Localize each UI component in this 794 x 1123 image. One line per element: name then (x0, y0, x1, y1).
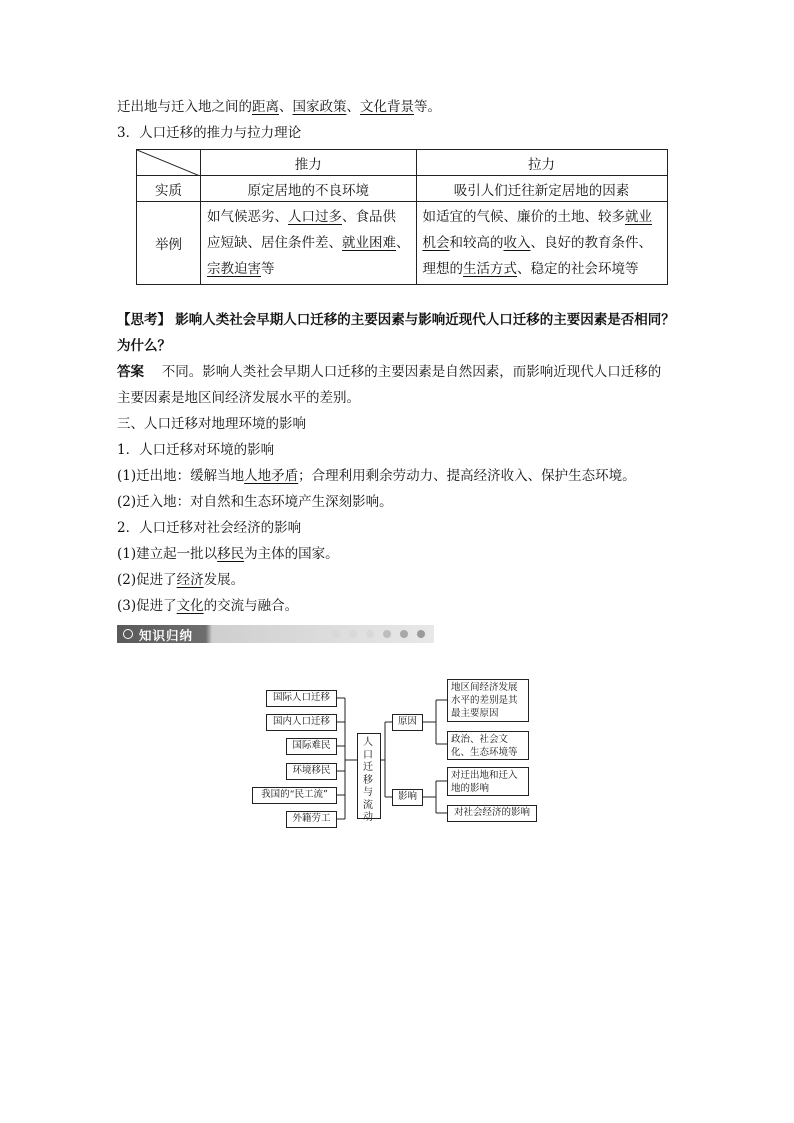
col-header-push: 推力 (201, 150, 417, 176)
mindmap-left-item: 环境移民 (286, 763, 337, 780)
mindmap-left-item: 国际人口迁移 (266, 690, 337, 707)
banner-label: 知识归纳 (139, 628, 194, 643)
intro-suffix: 等。 (414, 99, 441, 115)
soc-title: 2．人口迁移对社会经济的影响 (117, 520, 302, 536)
section-three-title: 三、人口迁移对地理环境的影响 (117, 416, 306, 432)
cell-pull-examples: 如适宜的气候、廉价的土地、较多就业 机会和较高的收入、良好的教育条件、 理想的生活方式、稳定的社会环境等 (416, 202, 667, 285)
mindmap-reason-2: 政治、社会文化、生态环境等 (447, 731, 529, 760)
env-item-2: (2)迁入地：对自然和生态环境产生深刻影响。 (117, 494, 393, 510)
mindmap-effect-1: 对迁出地和迁入地的影响 (447, 767, 529, 796)
mindmap-left-item: 我国的“民工流” (252, 787, 337, 804)
mindmap-left-item: 国内人口迁移 (266, 714, 337, 731)
mindmap-branch-reason: 原因 (392, 714, 423, 731)
col-header-pull: 拉力 (416, 150, 667, 176)
answer-line2: 主要因素是地区间经济发展水平的差别。 (117, 390, 360, 406)
cell-push-examples: 如气候恶劣、人口过多、食品供 应短缺、居住条件差、就业困难、 宗教迫害等 (201, 202, 417, 285)
soc-item-2: (2)促进了经济发展。 (117, 572, 245, 588)
mindmap-effect-2: 对社会经济的影响 (447, 805, 537, 822)
intro-prefix: 迁出地与迁入地之间的 (117, 99, 252, 115)
mindmap-left-item: 国际难民 (286, 738, 337, 755)
cell-pull-essence: 吸引人们迁往新定居地的因素 (416, 176, 667, 202)
mindmap-center-label: 人口迁移与流动 (363, 737, 373, 823)
think-question: 影响人类社会早期人口迁移的主要因素与影响近现代人口迁移的主要因素是否相同？ (175, 312, 675, 328)
env-title: 1．人口迁移对环境的影响 (117, 442, 275, 458)
term-distance: 距离 (252, 99, 279, 115)
term-policy: 国家政策 (292, 99, 347, 115)
soc-item-3: (3)促进了文化的交流与融合。 (117, 598, 299, 614)
row-label-essence: 实质 (137, 176, 201, 202)
cell-push-essence: 原定居地的不良环境 (201, 176, 417, 202)
mindmap-branch-effect: 影响 (392, 789, 423, 806)
answer-label: 答案 (117, 364, 144, 380)
think-question-line2: 为什么？ (117, 338, 171, 354)
section-3-title: 3．人口迁移的推力与拉力理论 (117, 125, 302, 141)
mindmap-reason-1: 地区间经济发展水平的差别是其最主要原因 (447, 679, 529, 722)
think-label: 【思考】 (117, 312, 171, 328)
env-item-1: (1)迁出地：缓解当地人地矛盾；合理利用剩余劳动力、提高经济收入、保护生态环境。 (117, 468, 636, 484)
term-culture: 文化背景 (360, 99, 414, 115)
row-label-examples: 举例 (137, 202, 201, 285)
sep: 、 (279, 99, 293, 115)
mindmap-left-item: 外籍劳工 (286, 811, 337, 828)
soc-item-1: (1)建立起一批以移民为主体的国家。 (117, 546, 339, 562)
sep: 、 (346, 99, 360, 115)
answer-text: 不同。影响人类社会早期人口迁移的主要因素是自然因素，而影响近现代人口迁移的 (161, 364, 662, 380)
